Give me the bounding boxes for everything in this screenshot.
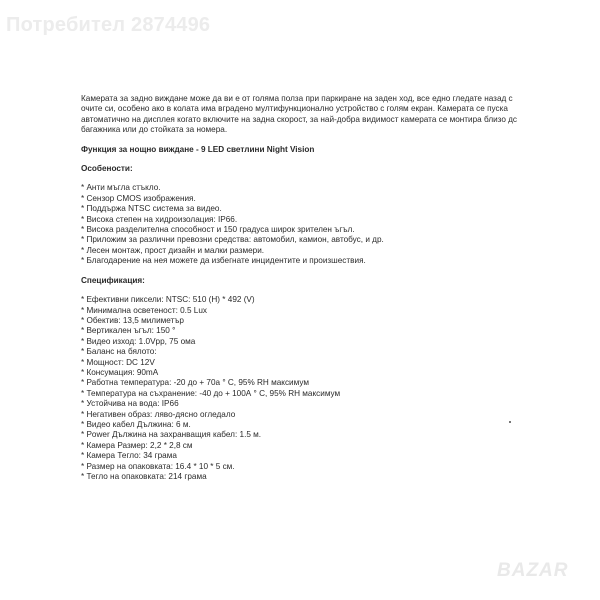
list-item: * Висока степен на хидроизолация: IP66.	[81, 214, 238, 224]
list-item: * Камера Размер: 2,2 * 2,8 см	[81, 440, 193, 450]
list-item: * Висока разделителна способност и 150 градуса широк зрителен ъгъл.	[81, 225, 355, 235]
product-description	[81, 94, 521, 491]
list-item: * Камера Тегло: 34 грама	[81, 451, 177, 461]
list-item: * Анти мъгла стъкло.	[81, 183, 161, 193]
list-item: * Ефективни пиксели: NTSC: 510 (H) * 492 (V)	[81, 295, 255, 305]
list-item: * Благодарение на нея можете да избегнате инцидентите и произшествия.	[81, 256, 366, 266]
features-list	[81, 183, 521, 266]
list-item: * Вертикален ъгъл: 150 °	[81, 326, 176, 336]
list-item: * Приложим за различни превозни средства: автомобил, камион, автобус, и др.	[81, 235, 384, 245]
list-item: * Устойчива на вода: IP66	[81, 399, 179, 409]
list-item: * Лесен монтаж, прост дизайн и малки размери.	[81, 245, 265, 255]
list-item: * Баланс на бялото:	[81, 347, 157, 357]
list-item: * Консумация: 90mA	[81, 367, 159, 377]
list-item: * Мощност: DC 12V	[81, 357, 155, 367]
list-item: * Минимална осветеност: 0.5 Lux	[81, 305, 207, 315]
stray-dot	[509, 421, 511, 423]
list-item: * Размер на опаковката: 16.4 * 10 * 5 см.	[81, 461, 235, 471]
list-item: * Работна температура: -20 до + 70а ° С, 95% RH максимум	[81, 378, 309, 388]
username-watermark: Потребител 2874496	[6, 14, 211, 36]
list-item: * Видео кабел Дължина: 6 м.	[81, 419, 191, 429]
specs-heading: Спецификация:	[81, 275, 145, 285]
intro-paragraph: Камерата за задно виждане може да ви е от голяма полза при паркиране на заден ход, все едно гледате назад с очите си, особено ако в колата има вградено мултифункционално устройство с голям екран. Камерата се пуска автоматично на дисплея когато включите на задна скорост, за най-добра видимост камерата се монтира близо дс багажника или до стойката за номера.	[81, 94, 518, 135]
bazar-logo: BAZAR	[497, 560, 569, 581]
list-item: * Обектив: 13,5 милиметър	[81, 315, 184, 325]
night-vision-heading: Функция за нощно виждане - 9 LED светлини Night Vision	[81, 144, 315, 154]
list-item: * Сензор CMOS изображения.	[81, 193, 196, 203]
specs-list	[81, 295, 521, 482]
list-item: * Тегло на опаковката: 214 грама	[81, 472, 207, 481]
features-heading: Особености:	[81, 164, 133, 174]
list-item: * Температура на съхранение: -40 до + 100А ° С, 95% RH максимум	[81, 388, 341, 398]
list-item: * Поддържа NTSC система за видео.	[81, 204, 222, 214]
list-item: * Видео изход: 1.0Vpp, 75 ома	[81, 336, 196, 346]
list-item: * Негативен образ: ляво-дясно огледало	[81, 409, 236, 419]
list-item: * Power Дължина на захранващия кабел: 1.5 м.	[81, 430, 262, 440]
